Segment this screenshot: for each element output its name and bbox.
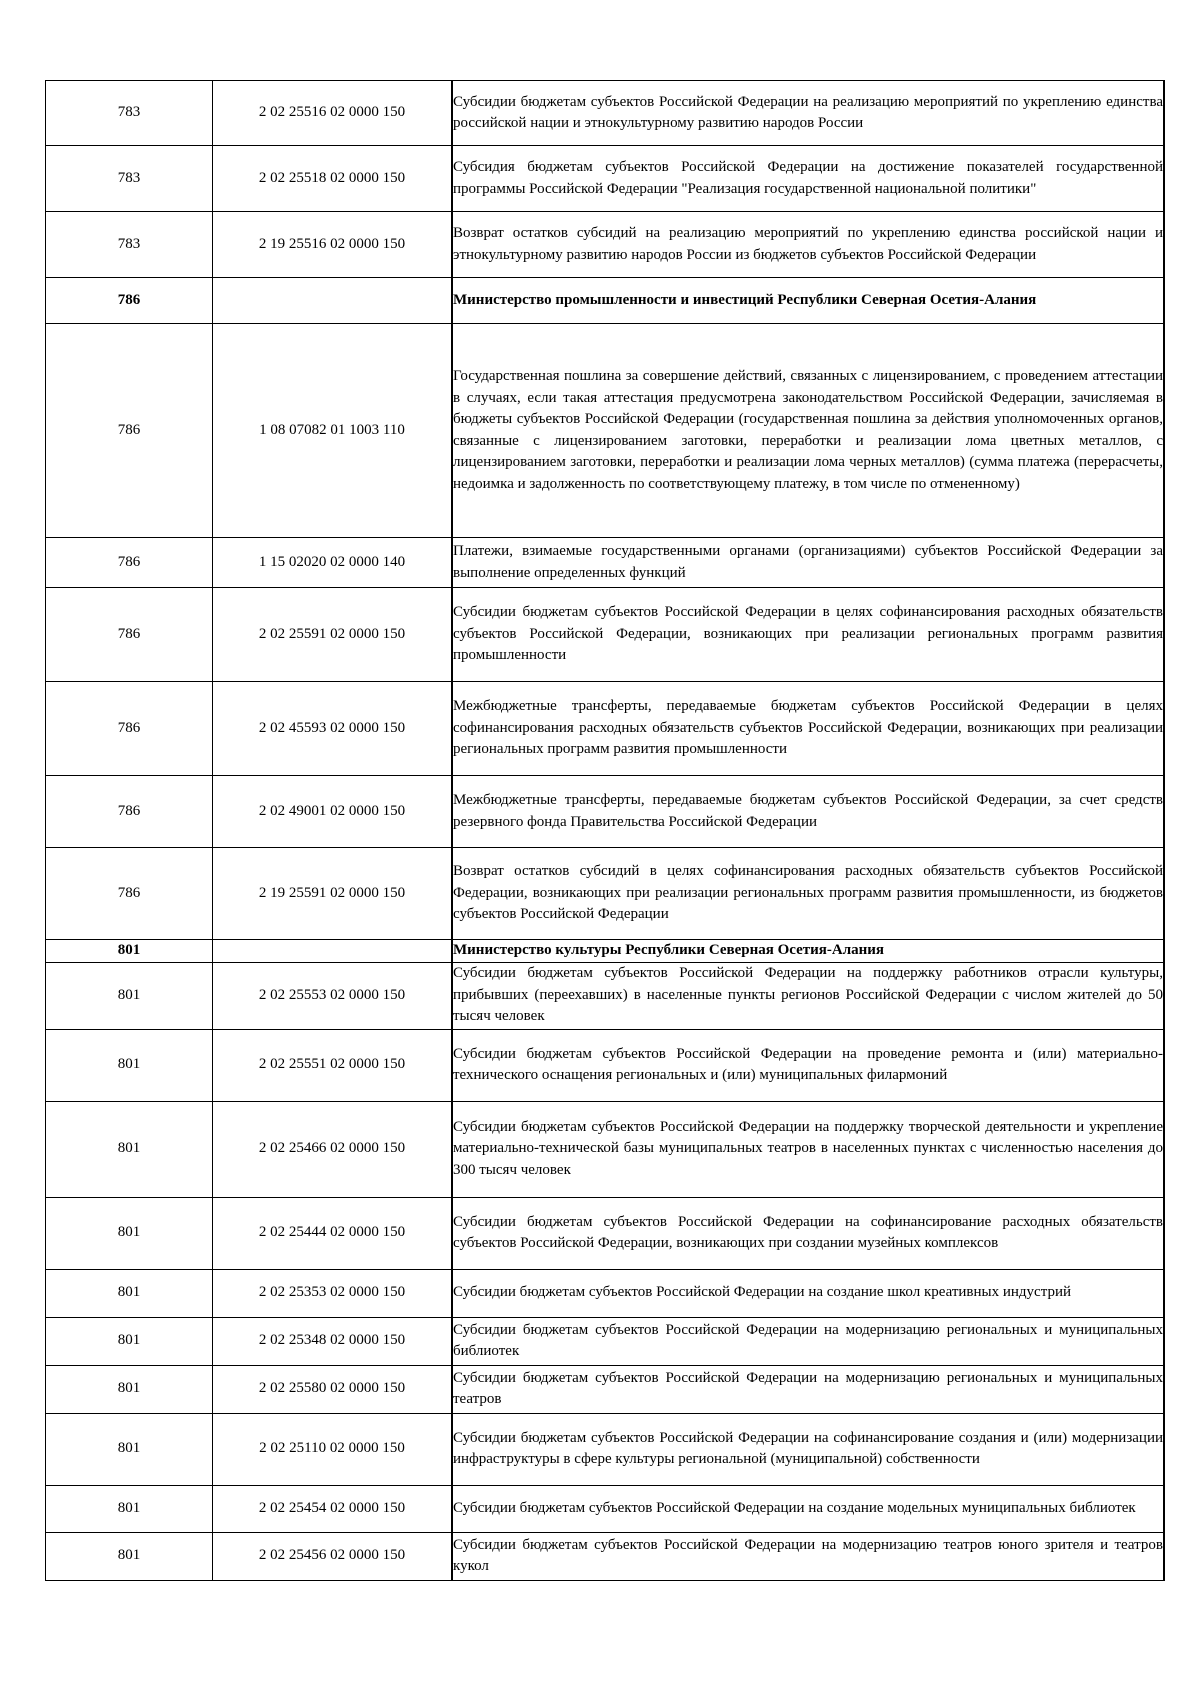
budget-classification-code-cell (213, 940, 453, 963)
budget-classification-code-cell: 2 19 25516 02 0000 150 (213, 212, 453, 278)
table-row (46, 776, 1165, 848)
budget-classification-code-cell: 2 02 25454 02 0000 150 (213, 1485, 453, 1532)
budget-classification-code-cell: 2 02 25456 02 0000 150 (213, 1532, 453, 1580)
admin-code-cell: 801 (46, 1269, 213, 1317)
revenue-description-cell: Субсидии бюджетам субъектов Российской Федерации на модернизацию региональных и муниципальных библиотек (452, 1317, 1164, 1365)
table-row (46, 1101, 1165, 1197)
ministry-header-row (46, 278, 1165, 324)
revenue-description-cell: Субсидии бюджетам субъектов Российской Федерации на софинансирование расходных обязательств субъектов Российской Федерации, возникающих при создании музейных комплексов (452, 1197, 1164, 1269)
revenue-description-cell: Субсидии бюджетам субъектов Российской Федерации на модернизацию региональных и муниципальных театров (452, 1365, 1164, 1413)
table-row (46, 81, 1165, 146)
budget-classification-code-cell: 2 19 25591 02 0000 150 (213, 848, 453, 940)
revenue-description-cell: Субсидии бюджетам субъектов Российской Федерации на поддержку творческой деятельности и укрепление материально-технической базы муниципальных театров в населенных пунктах с численностью населения до 300 тысяч человек (452, 1101, 1164, 1197)
budget-classification-code-cell: 2 02 25580 02 0000 150 (213, 1365, 453, 1413)
admin-code-cell: 801 (46, 940, 213, 963)
admin-code-cell: 786 (46, 538, 213, 588)
revenue-description-cell: Субсидии бюджетам субъектов Российской Федерации на софинансирование создания и (или) модернизации инфраструктуры в сфере культуры региональной (муниципальной) собственности (452, 1413, 1164, 1485)
budget-classification-code-cell: 2 02 25110 02 0000 150 (213, 1413, 453, 1485)
budget-classification-code-cell: 2 02 25466 02 0000 150 (213, 1101, 453, 1197)
admin-code-cell: 786 (46, 682, 213, 776)
budget-classification-code-cell: 2 02 25516 02 0000 150 (213, 81, 453, 146)
revenue-description-cell: Субсидии бюджетам субъектов Российской Федерации в целях софинансирования расходных обязательств субъектов Российской Федерации, возникающих при реализации региональных программ развития промышленности (452, 588, 1164, 682)
revenue-description-cell: Возврат остатков субсидий в целях софинансирования расходных обязательств субъектов Российской Федерации, возникающих при реализации региональных программ развития промышленности, из бюджетов субъектов Российской Федерации (452, 848, 1164, 940)
revenue-description-cell: Субсидии бюджетам субъектов Российской Федерации на создание модельных муниципальных библиотек (452, 1485, 1164, 1532)
budget-classification-code-cell: 2 02 25518 02 0000 150 (213, 146, 453, 212)
revenue-description-cell: Субсидии бюджетам субъектов Российской Федерации на создание школ креативных индустрий (452, 1269, 1164, 1317)
admin-code-cell: 801 (46, 1101, 213, 1197)
admin-code-cell: 801 (46, 1532, 213, 1580)
table-row (46, 1317, 1165, 1365)
revenue-description-cell: Субсидия бюджетам субъектов Российской Федерации на достижение показателей государственной программы Российской Федерации "Реализация государственной национальной политики" (452, 146, 1164, 212)
table-row (46, 1197, 1165, 1269)
table-row (46, 1532, 1165, 1580)
budget-classification-code-cell: 2 02 25444 02 0000 150 (213, 1197, 453, 1269)
admin-code-cell: 786 (46, 588, 213, 682)
admin-code-cell: 801 (46, 1413, 213, 1485)
table-row (46, 682, 1165, 776)
revenue-description-cell: Субсидии бюджетам субъектов Российской Федерации на проведение ремонта и (или) материально-технического оснащения региональных и (или) муниципальных филармоний (452, 1029, 1164, 1101)
budget-classification-code-cell: 2 02 49001 02 0000 150 (213, 776, 453, 848)
table-row (46, 1269, 1165, 1317)
admin-code-cell: 801 (46, 1485, 213, 1532)
admin-code-cell: 783 (46, 146, 213, 212)
table-row (46, 848, 1165, 940)
table-row (46, 1485, 1165, 1532)
admin-code-cell: 783 (46, 212, 213, 278)
budget-classification-code-cell: 1 08 07082 01 1003 110 (213, 324, 453, 538)
ministry-header-row (46, 940, 1165, 963)
revenue-description-cell: Субсидии бюджетам субъектов Российской Федерации на модернизацию театров юного зрителя и театров кукол (452, 1532, 1164, 1580)
ministry-name-cell: Министерство культуры Республики Северная Осетия-Алания (452, 940, 1164, 963)
table-row (46, 212, 1165, 278)
admin-code-cell: 786 (46, 324, 213, 538)
budget-classification-code-cell: 2 02 25591 02 0000 150 (213, 588, 453, 682)
admin-code-cell: 786 (46, 848, 213, 940)
revenue-description-cell: Платежи, взимаемые государственными органами (организациями) субъектов Российской Федерации за выполнение определенных функций (452, 538, 1164, 588)
revenue-description-cell: Межбюджетные трансферты, передаваемые бюджетам субъектов Российской Федерации в целях софинансирования расходных обязательств субъектов Российской Федерации, возникающих при реализации региональных программ развития промышленности (452, 682, 1164, 776)
revenue-description-cell: Возврат остатков субсидий на реализацию мероприятий по укреплению единства российской нации и этнокультурному развитию народов России из бюджетов субъектов Российской Федерации (452, 212, 1164, 278)
revenue-description-cell: Межбюджетные трансферты, передаваемые бюджетам субъектов Российской Федерации, за счет средств резервного фонда Правительства Российской Федерации (452, 776, 1164, 848)
admin-code-cell: 801 (46, 1365, 213, 1413)
table-row (46, 1413, 1165, 1485)
table-row (46, 588, 1165, 682)
revenue-description-cell: Субсидии бюджетам субъектов Российской Федерации на поддержку работников отрасли культуры, прибывших (переехавших) в населенные пункты регионов Российской Федерации с числом жителей до 50 тысяч человек (452, 962, 1164, 1029)
admin-code-cell: 801 (46, 1317, 213, 1365)
budget-classification-code-cell: 2 02 25553 02 0000 150 (213, 962, 453, 1029)
budget-classification-code-cell: 1 15 02020 02 0000 140 (213, 538, 453, 588)
admin-code-cell: 801 (46, 962, 213, 1029)
table-row (46, 538, 1165, 588)
admin-code-cell: 783 (46, 81, 213, 146)
budget-classification-code-cell: 2 02 25551 02 0000 150 (213, 1029, 453, 1101)
ministry-name-cell: Министерство промышленности и инвестиций Республики Северная Осетия-Алания (452, 278, 1164, 324)
table-row (46, 1029, 1165, 1101)
budget-classification-code-cell: 2 02 25353 02 0000 150 (213, 1269, 453, 1317)
revenue-codes-table (45, 80, 1165, 1581)
budget-classification-code-cell: 2 02 25348 02 0000 150 (213, 1317, 453, 1365)
table-row (46, 1365, 1165, 1413)
table-row (46, 324, 1165, 538)
budget-classification-code-cell: 2 02 45593 02 0000 150 (213, 682, 453, 776)
budget-classification-code-cell (213, 278, 453, 324)
admin-code-cell: 801 (46, 1029, 213, 1101)
revenue-description-cell: Государственная пошлина за совершение действий, связанных с лицензированием, с проведением аттестации в случаях, если такая аттестация предусмотрена законодательством Российской Федерации, зачисляемая в бюджеты субъектов Российской Федерации (государственная пошлина за действия уполномоченных органов, связанные с лицензированием заготовки, переработки и реализации лома цветных металлов, с лицензированием заготовки, переработки и реализации лома черных металлов) (сумма платежа (перерасчеты, недоимка и задолженность по соответствующему платежу, в том числе по отмененному) (452, 324, 1164, 538)
table-row (46, 146, 1165, 212)
admin-code-cell: 786 (46, 278, 213, 324)
admin-code-cell: 801 (46, 1197, 213, 1269)
table-row (46, 962, 1165, 1029)
admin-code-cell: 786 (46, 776, 213, 848)
revenue-description-cell: Субсидии бюджетам субъектов Российской Федерации на реализацию мероприятий по укреплению единства российской нации и этнокультурному развитию народов России (452, 81, 1164, 146)
